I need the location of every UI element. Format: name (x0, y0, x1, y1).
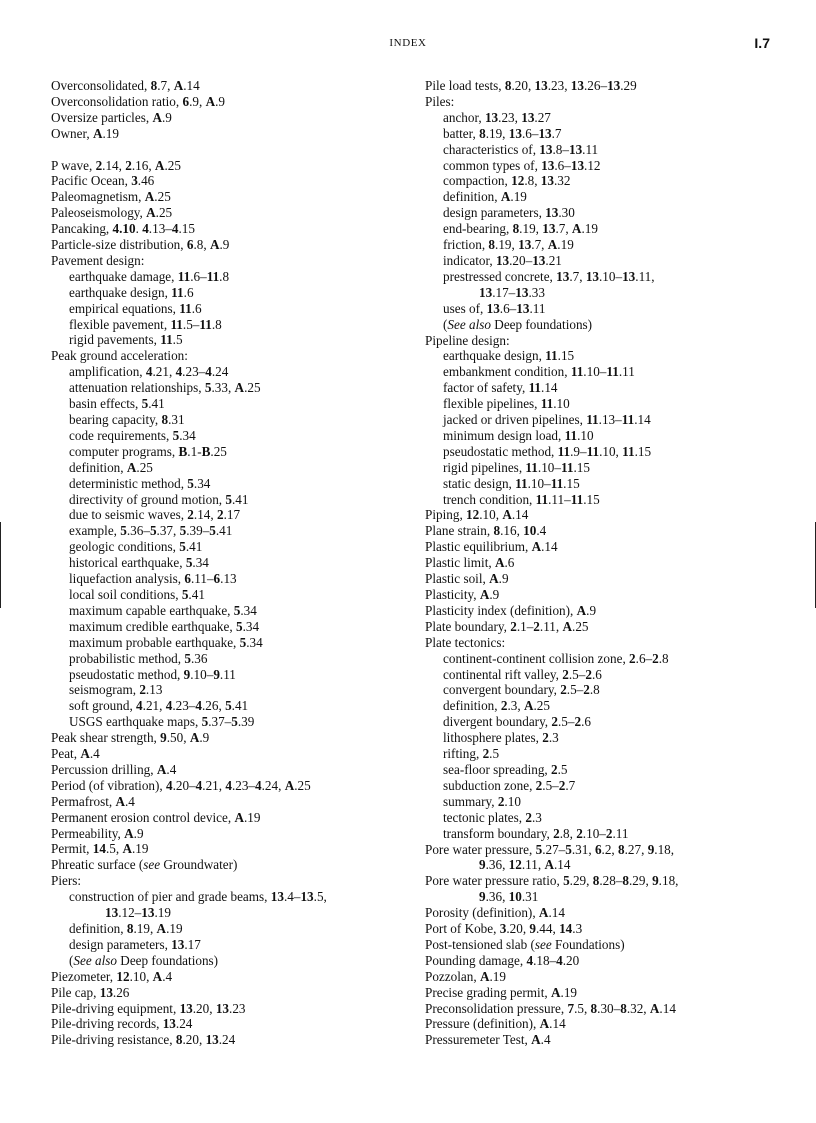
index-subentry: example, 5.36–5.37, 5.39–5.41 (69, 523, 233, 539)
index-subentry: seismogram, 2.13 (69, 682, 163, 698)
index-entry: Pozzolan, A.19 (425, 968, 506, 984)
index-subentry: definition, A.25 (69, 459, 153, 475)
index-subentry: end-bearing, 8.19, 13.7, A.19 (443, 221, 598, 237)
index-subentry: definition, 8.19, A.19 (69, 921, 183, 937)
index-entry: Peak shear strength, 9.50, A.9 (51, 730, 210, 746)
index-entry: Peat, A.4 (51, 746, 100, 762)
index-subentry: summary, 2.10 (443, 793, 521, 809)
index-subentry: probabilistic method, 5.36 (69, 650, 208, 666)
index-subentry: embankment condition, 11.10–11.11 (443, 364, 635, 380)
index-entry (51, 142, 411, 158)
index-entry: Permeability, A.9 (51, 825, 144, 841)
index-entry: Pile-driving resistance, 8.20, 13.24 (51, 1032, 236, 1048)
index-entry: Pipeline design: (425, 332, 510, 348)
scan-edge-left (0, 522, 1, 608)
index-subentry: common types of, 13.6–13.12 (443, 157, 601, 173)
index-entry: Plastic equilibrium, A.14 (425, 539, 558, 555)
index-column-right (425, 78, 797, 1048)
index-subentry: static design, 11.10–11.15 (443, 475, 580, 491)
index-subentry: divergent boundary, 2.5–2.6 (443, 714, 591, 730)
index-subentry: liquefaction analysis, 6.11–6.13 (69, 571, 237, 587)
index-entry: Pile-driving records, 13.24 (51, 1016, 193, 1032)
index-subentry: due to seismic waves, 2.14, 2.17 (69, 507, 241, 523)
index-subentry: design parameters, 13.30 (443, 205, 575, 221)
index-continuation: 13.17–13.33 (479, 284, 545, 300)
index-entry: Post-tensioned slab (see Foundations) (425, 936, 625, 952)
index-entry: Pile load tests, 8.20, 13.23, 13.26–13.29 (425, 78, 637, 93)
index-subentry: factor of safety, 11.14 (443, 380, 558, 396)
index-subentry: soft ground, 4.21, 4.23–4.26, 5.41 (69, 698, 249, 714)
index-subentry: code requirements, 5.34 (69, 427, 196, 443)
index-entry: Permafrost, A.4 (51, 793, 135, 809)
index-subentry: trench condition, 11.11–11.15 (443, 491, 600, 507)
index-entry: Pancaking, 4.10. 4.13–4.15 (51, 221, 195, 237)
index-subentry: definition, 2.3, A.25 (443, 698, 550, 714)
index-subentry: construction of pier and grade beams, 13.4–13.5, (69, 889, 327, 905)
index-subentry: anchor, 13.23, 13.27 (443, 109, 551, 125)
index-subentry: pseudostatic method, 11.9–11.10, 11.15 (443, 443, 652, 459)
index-subentry: (See also Deep foundations) (69, 952, 219, 968)
index-subentry: earthquake damage, 11.6–11.8 (69, 268, 230, 284)
index-entry: Pile-driving equipment, 13.20, 13.23 (51, 1000, 246, 1016)
index-continuation: 13.12–13.19 (105, 905, 171, 921)
index-subentry: jacked or driven pipelines, 11.13–11.14 (443, 412, 651, 428)
index-continuation: 9.36, 12.11, A.14 (479, 857, 571, 873)
index-entry: Oversize particles, A.9 (51, 109, 172, 125)
page-header (0, 35, 816, 53)
index-subentry: tectonic plates, 2.3 (443, 809, 542, 825)
index-entry: Piles: (425, 93, 455, 109)
index-subentry: computer programs, B.1-B.25 (69, 443, 227, 459)
index-entry: Preconsolidation pressure, 7.5, 8.30–8.32, A.14 (425, 1000, 676, 1016)
index-entry: Plastic soil, A.9 (425, 571, 509, 587)
index-subentry: indicator, 13.20–13.21 (443, 252, 562, 268)
index-subentry: continental rift valley, 2.5–2.6 (443, 666, 602, 682)
index-subentry: (See also Deep foundations) (443, 316, 593, 332)
index-entry: Pavement design: (51, 252, 145, 268)
index-entry: Overconsolidated, 8.7, A.14 (51, 78, 200, 93)
index-entry: Plastic limit, A.6 (425, 555, 515, 571)
index-subentry: subduction zone, 2.5–2.7 (443, 777, 576, 793)
index-subentry: continent-continent collision zone, 2.6–2.8 (443, 650, 669, 666)
index-subentry: maximum probable earthquake, 5.34 (69, 634, 263, 650)
index-subentry: directivity of ground motion, 5.41 (69, 491, 249, 507)
index-subentry: sea-floor spreading, 2.5 (443, 761, 568, 777)
index-entry: Period (of vibration), 4.20–4.21, 4.23–4.24, A.25 (51, 777, 311, 793)
index-entry: Peak ground acceleration: (51, 348, 188, 364)
index-entry: Precise grading permit, A.19 (425, 984, 577, 1000)
index-subentry: empirical equations, 11.6 (69, 300, 202, 316)
index-entry: Particle-size distribution, 6.8, A.9 (51, 237, 230, 253)
page-number: I.7 (754, 35, 770, 51)
index-entry: Pressuremeter Test, A.4 (425, 1032, 551, 1048)
index-subentry: local soil conditions, 5.41 (69, 586, 205, 602)
index-subentry: friction, 8.19, 13.7, A.19 (443, 237, 574, 253)
index-subentry: maximum capable earthquake, 5.34 (69, 602, 257, 618)
index-entry: Plasticity index (definition), A.9 (425, 602, 597, 618)
index-subentry: earthquake design, 11.15 (443, 348, 575, 364)
index-subentry: flexible pipelines, 11.10 (443, 396, 570, 412)
index-entry: Phreatic surface (see Groundwater) (51, 857, 238, 873)
index-subentry: pseudostatic method, 9.10–9.11 (69, 666, 236, 682)
index-entry: Piers: (51, 873, 82, 889)
index-entry: P wave, 2.14, 2.16, A.25 (51, 157, 181, 173)
index-entry: Pore water pressure, 5.27–5.31, 6.2, 8.27, 9.18, (425, 841, 675, 857)
index-entry: Pressure (definition), A.14 (425, 1016, 566, 1032)
index-subentry: deterministic method, 5.34 (69, 475, 211, 491)
index-entry: Percussion drilling, A.4 (51, 761, 177, 777)
index-entry: Plate tectonics: (425, 634, 506, 650)
index-entry: Permit, 14.5, A.19 (51, 841, 149, 857)
index-subentry: historical earthquake, 5.34 (69, 555, 209, 571)
index-subentry: transform boundary, 2.8, 2.10–2.11 (443, 825, 629, 841)
index-column-left (51, 78, 411, 1048)
index-entry: Plane strain, 8.16, 10.4 (425, 523, 547, 539)
index-subentry: earthquake design, 11.6 (69, 284, 194, 300)
index-entry: Permanent erosion control device, A.19 (51, 809, 261, 825)
index-subentry: basin effects, 5.41 (69, 396, 165, 412)
index-entry: Owner, A.19 (51, 125, 119, 141)
index-entry: Piezometer, 12.10, A.4 (51, 968, 173, 984)
index-subentry: rigid pavements, 11.5 (69, 332, 183, 348)
index-entry: Paleoseismology, A.25 (51, 205, 173, 221)
index-entry: Paleomagnetism, A.25 (51, 189, 171, 205)
index-subentry: bearing capacity, 8.31 (69, 412, 185, 428)
index-subentry: rifting, 2.5 (443, 746, 500, 762)
index-subentry: prestressed concrete, 13.7, 13.10–13.11, (443, 268, 655, 284)
index-subentry: design parameters, 13.17 (69, 936, 201, 952)
index-entry: Pore water pressure ratio, 5.29, 8.28–8.29, 9.18, (425, 873, 679, 889)
index-subentry: rigid pipelines, 11.10–11.15 (443, 459, 590, 475)
index-entry: Port of Kobe, 3.20, 9.44, 14.3 (425, 921, 583, 937)
index-subentry: convergent boundary, 2.5–2.8 (443, 682, 600, 698)
index-subentry: minimum design load, 11.10 (443, 427, 594, 443)
index-subentry: maximum credible earthquake, 5.34 (69, 618, 260, 634)
index-entry: Pounding damage, 4.18–4.20 (425, 952, 580, 968)
index-subentry: batter, 8.19, 13.6–13.7 (443, 125, 562, 141)
index-subentry: definition, A.19 (443, 189, 527, 205)
index-subentry: attenuation relationships, 5.33, A.25 (69, 380, 261, 396)
index-subentry: uses of, 13.6–13.11 (443, 300, 546, 316)
index-entry: Piping, 12.10, A.14 (425, 507, 529, 523)
running-head: INDEX (389, 37, 427, 49)
index-entry: Pacific Ocean, 3.46 (51, 173, 155, 189)
index-entry: Porosity (definition), A.14 (425, 905, 565, 921)
index-subentry: compaction, 12.8, 13.32 (443, 173, 571, 189)
index-subentry: amplification, 4.21, 4.23–4.24 (69, 364, 229, 380)
index-continuation: 9.36, 10.31 (479, 889, 539, 905)
index-subentry: flexible pavement, 11.5–11.8 (69, 316, 222, 332)
index-entry: Overconsolidation ratio, 6.9, A.9 (51, 93, 225, 109)
index-entry: Plasticity, A.9 (425, 587, 500, 602)
index-entry: Pile cap, 13.26 (51, 984, 130, 1000)
index-entry: Plate boundary, 2.1–2.11, A.25 (425, 618, 589, 634)
index-subentry: USGS earthquake maps, 5.37–5.39 (69, 714, 255, 730)
index-subentry: characteristics of, 13.8–13.11 (443, 141, 599, 157)
index-subentry: geologic conditions, 5.41 (69, 539, 203, 555)
index-subentry: lithosphere plates, 2.3 (443, 730, 559, 746)
